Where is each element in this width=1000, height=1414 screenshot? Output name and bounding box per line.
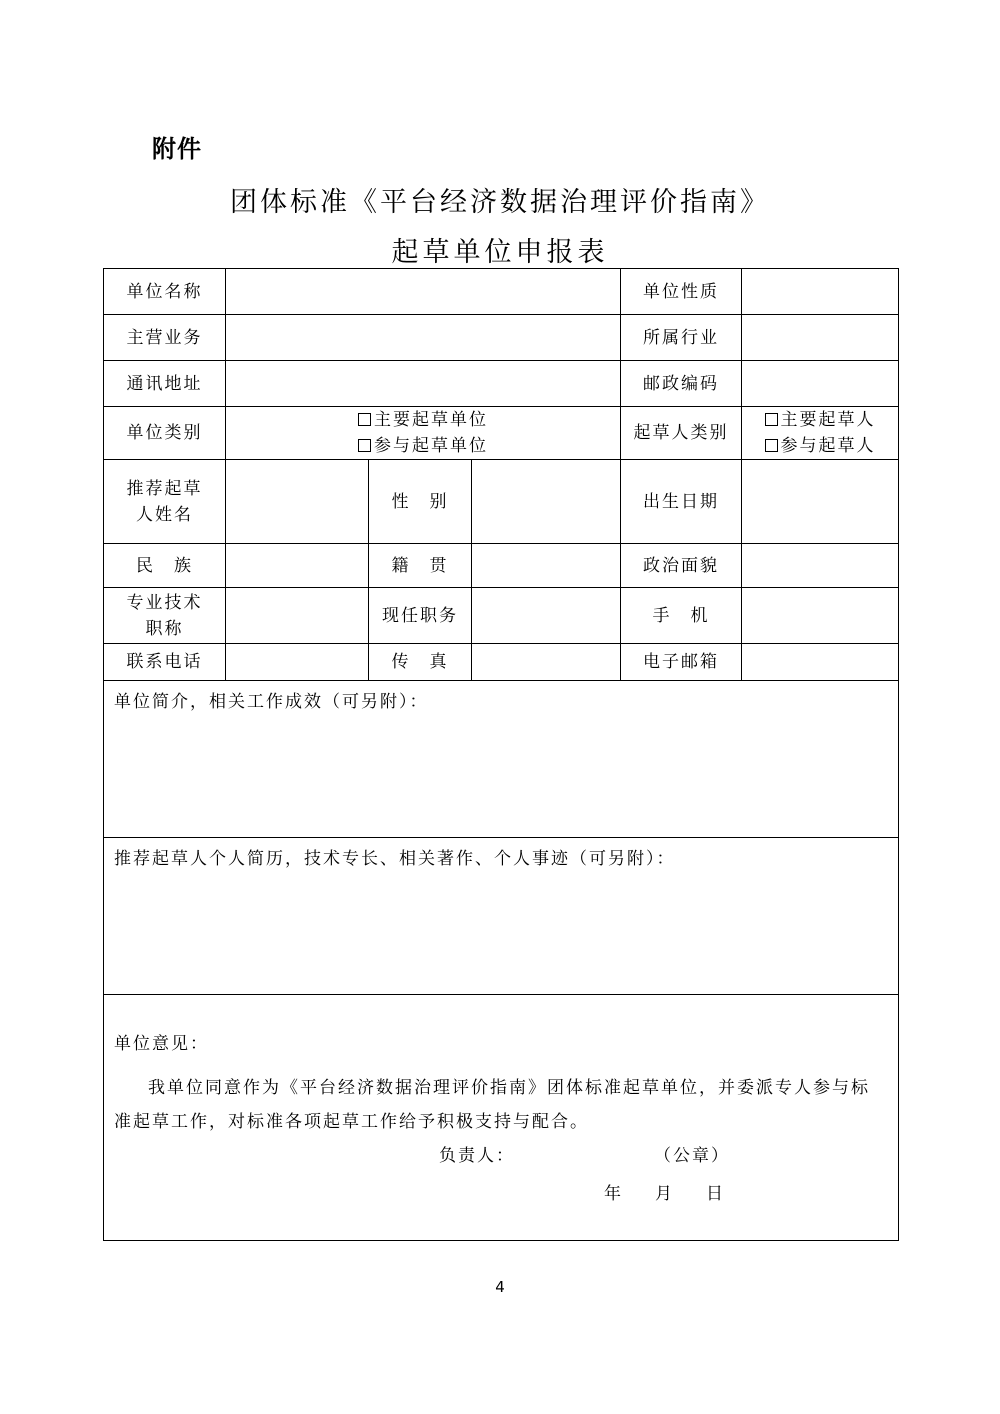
unit-nature-field[interactable] [742,269,899,315]
professional-title-line2: 职称 [145,618,184,639]
address-label: 通讯地址 [104,361,226,407]
checkbox-icon[interactable] [765,413,778,426]
native-place-field[interactable] [472,544,621,588]
ethnicity-label: 民 族 [104,544,226,588]
mobile-field[interactable] [742,588,899,644]
year-label: 年 [604,1184,623,1204]
ethnicity-field[interactable] [226,544,369,588]
postcode-field[interactable] [742,361,899,407]
drafter-category-label: 起草人类别 [621,407,742,460]
birth-date-field[interactable] [742,460,899,544]
drafter-option-participate-label: 参与起草人 [780,436,876,456]
address-field[interactable] [226,361,621,407]
unit-intro-section[interactable] [104,681,899,838]
page-number: 4 [495,1278,505,1296]
gender-label: 性 别 [369,460,472,544]
email-label: 电子邮箱 [621,644,742,681]
checkbox-icon[interactable] [765,439,778,452]
unit-option-participate-label: 参与起草单位 [374,436,488,456]
political-status-field[interactable] [742,544,899,588]
unit-name-field[interactable] [226,269,621,315]
recommended-name-line1: 推荐起草 [126,478,203,499]
unit-option-main[interactable] [226,407,620,433]
drafter-option-participate[interactable] [742,433,898,459]
industry-field[interactable] [742,315,899,361]
day-label: 日 [706,1184,725,1204]
date-fields [604,1181,757,1207]
unit-option-participate[interactable] [226,433,620,459]
native-place-label: 籍 贯 [369,544,472,588]
unit-category-label: 单位类别 [104,407,226,460]
signature-row [114,1139,888,1175]
date-row [114,1175,888,1211]
email-field[interactable] [742,644,899,681]
unit-opinion-section [104,995,899,1241]
gender-field[interactable] [472,460,621,544]
unit-opinion-label: 单位意见： [114,1034,209,1054]
drafter-option-main[interactable] [742,407,898,433]
current-position-field[interactable] [472,588,621,644]
recommended-name-field[interactable] [226,460,369,544]
attachment-label: 附件 [152,135,202,163]
unit-name-label: 单位名称 [104,269,226,315]
mobile-label: 手 机 [621,588,742,644]
unit-nature-label: 单位性质 [621,269,742,315]
document-subtitle: 起草单位申报表 [391,237,609,268]
checkbox-icon[interactable] [358,413,371,426]
seal-label: （公章） [654,1146,730,1166]
drafter-option-main-label: 主要起草人 [780,410,876,430]
professional-title-line1: 专业技术 [126,592,203,613]
postcode-label: 邮政编码 [621,361,742,407]
month-label: 月 [655,1184,674,1204]
political-status-label: 政治面貌 [621,544,742,588]
main-business-label: 主营业务 [104,315,226,361]
current-position-label: 现任职务 [369,588,472,644]
drafter-intro-label: 推荐起草人个人简历，技术专长、相关著作、个人事迹（可另附）： [114,849,676,869]
document-title: 团体标准《平台经济数据治理评价指南》 [230,187,770,218]
professional-title-label [104,588,226,644]
industry-label: 所属行业 [621,315,742,361]
checkbox-icon[interactable] [358,439,371,452]
unit-opinion-text: 我单位同意作为《平台经济数据治理评价指南》团体标准起草单位，并委派专人参与标准起草工作，对标准各项起草工作给予积极支持与配合。 [114,1078,870,1132]
recommended-name-label [104,460,226,544]
recommended-name-line2: 人姓名 [136,504,193,525]
phone-field[interactable] [226,644,369,681]
drafter-intro-section[interactable] [104,838,899,995]
fax-label: 传 真 [369,644,472,681]
phone-label: 联系电话 [104,644,226,681]
unit-category-options [226,407,621,460]
unit-intro-label: 单位简介，相关工作成效（可另附）： [114,692,429,712]
main-business-field[interactable] [226,315,621,361]
unit-option-main-label: 主要起草单位 [374,410,488,430]
signer-label: 负责人： [439,1146,515,1166]
drafter-category-options [742,407,899,460]
fax-field[interactable] [472,644,621,681]
application-form-table [103,268,899,1241]
professional-title-field[interactable] [226,588,369,644]
birth-date-label: 出生日期 [621,460,742,544]
